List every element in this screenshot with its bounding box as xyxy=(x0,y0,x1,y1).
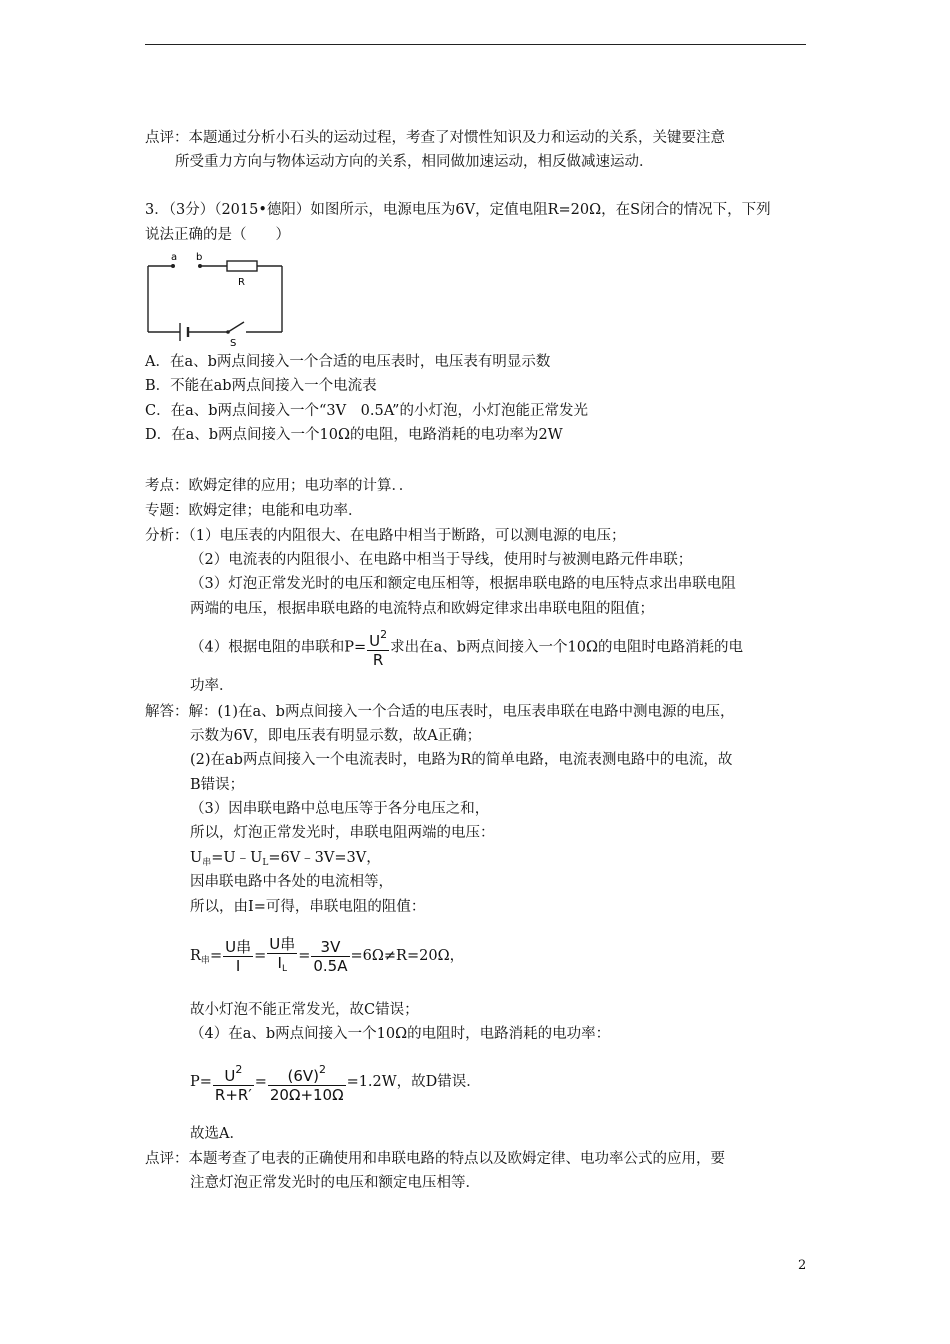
solution-line-12: 故选A． xyxy=(190,1126,244,1142)
question-stem-line-1: 3．（3分）（2015•德阳）如图所示，电源电压为6V，定值电阻R=20Ω，在S闭合的情况下，下列 xyxy=(145,202,771,218)
zhuanti: 专题：欧姆定律；电能和电功率． xyxy=(145,503,363,519)
terminal-a xyxy=(171,264,175,268)
label-s: S xyxy=(230,338,237,348)
analysis-line-6: 功率． xyxy=(190,678,234,694)
label-b: b xyxy=(196,252,203,263)
header-rule xyxy=(145,44,806,45)
terminal-b xyxy=(198,264,202,268)
option-a: A．在a、b两点间接入一个合适的电压表时，电压表有明显示数 xyxy=(145,354,551,370)
analysis-line-4: 两端的电压，根据串联电路的电流特点和欧姆定律求出串联电阻的阻值； xyxy=(190,601,654,617)
fraction-3v-over-05a: $\frac{3V}{0.5A}$ xyxy=(313,937,348,975)
solution-line-3: (2)在ab两点间接入一个电流表时，电路为R的简单电路，电流表测电路中的电流，故 xyxy=(190,752,733,768)
solution-line-9: 所以，由I=可得，串联电阻的阻值： xyxy=(190,899,426,915)
option-b: B．不能在ab两点间接入一个电流表 xyxy=(145,378,377,394)
review-1-line-2: 所受重力方向与物体运动方向的关系，相同做加速运动，相反做减速运动． xyxy=(175,154,654,170)
analysis-line-5: （4）根据电阻的串联和P= $\frac{U^2}{R}$ 求出在a、b两点间接入一个10Ω的电阻时电路消耗的电 xyxy=(190,628,744,669)
solution-line-5: （3）因串联电路中总电压等于各分电压之和， xyxy=(190,801,490,817)
circuit-diagram xyxy=(140,250,290,348)
question-stem-line-2: 说法正确的是（ ） xyxy=(145,227,290,243)
solution-line-1: 解答：解：(1)在a、b两点间接入一个合适的电压表时，电压表串联在电路中测电源的电压， xyxy=(145,704,735,720)
review-2-line-1: 点评：本题考查了电表的正确使用和串联电路的特点以及欧姆定律、电功率公式的应用，要 xyxy=(145,1151,725,1167)
analysis-line-3: （3）灯泡正常发光时的电压和额定电压相等，根据串联电路的电压特点求出串联电阻 xyxy=(190,576,736,592)
solution-line-7: $U_串=U﹣U_L=6V﹣3V=3V$， xyxy=(190,850,381,868)
label-r: R xyxy=(238,277,245,288)
fraction-u2-over-r: $\frac{U^2}{R+R'}$ xyxy=(214,1062,252,1104)
power-equation: P= $\frac{U^2}{R+R'}$ = $\frac{(6V)^2}{20\Omega+10\Omega}$ =1.2W，故D错误． xyxy=(190,1062,481,1104)
fraction-u-over-il: $\frac{\text{U串}}{I_L}$ xyxy=(269,934,296,974)
resistance-equation: $R_串=$ $\frac{\text{U串}}{I}$ = $\frac{\text{U串}}{I_L}$ = $\frac{3V}{0.5A}$ =6Ω≠R=20Ω， xyxy=(190,930,464,987)
review-2-line-2: 注意灯泡正常发光时的电压和额定电压相等． xyxy=(190,1175,480,1191)
solution-line-4: B错误； xyxy=(190,777,245,793)
review-1-line-1: 点评：本题通过分析小石头的运动过程，考查了对惯性知识及力和运动的关系，关键要注意 xyxy=(145,130,725,146)
switch-blade xyxy=(228,322,244,332)
fraction-6v2-over-30ohm: $\frac{(6V)^2}{20\Omega+10\Omega}$ xyxy=(269,1062,344,1104)
option-c: C．在a、b两点间接入一个“3V 0.5A”的小灯泡，小灯泡能正常发光 xyxy=(145,403,588,419)
solution-line-2: 示数为6V，即电压表有明显示数，故A正确； xyxy=(190,728,482,744)
page-number: 2 xyxy=(798,1258,807,1273)
kaodian: 考点：欧姆定律的应用；电功率的计算．． xyxy=(145,478,414,494)
option-d: D．在a、b两点间接入一个10Ω的电阻，电路消耗的电功率为2W xyxy=(145,427,563,443)
switch-pivot xyxy=(226,330,230,334)
solution-line-6: 所以，灯泡正常发光时，串联电阻两端的电压： xyxy=(190,825,495,841)
solution-line-10: 故小灯泡不能正常发光，故C错误； xyxy=(190,1002,419,1018)
solution-line-11: （4）在a、b两点间接入一个10Ω的电阻时，电路消耗的电功率： xyxy=(190,1026,611,1042)
analysis-line-2: （2）电流表的内阻很小、在电路中相当于导线，使用时与被测电路元件串联； xyxy=(190,552,693,568)
power-fraction: $\frac{U^2}{R}$ xyxy=(369,628,388,669)
fraction-u-over-i: $\frac{\text{U串}}{I}$ xyxy=(225,937,252,975)
label-a: a xyxy=(171,252,178,263)
analysis-line-1: 分析：（1）电压表的内阻很大、在电路中相当于断路，可以测电源的电压； xyxy=(145,528,626,544)
solution-line-8: 因串联电路中各处的电流相等， xyxy=(190,874,393,890)
resistor-symbol xyxy=(227,261,257,271)
